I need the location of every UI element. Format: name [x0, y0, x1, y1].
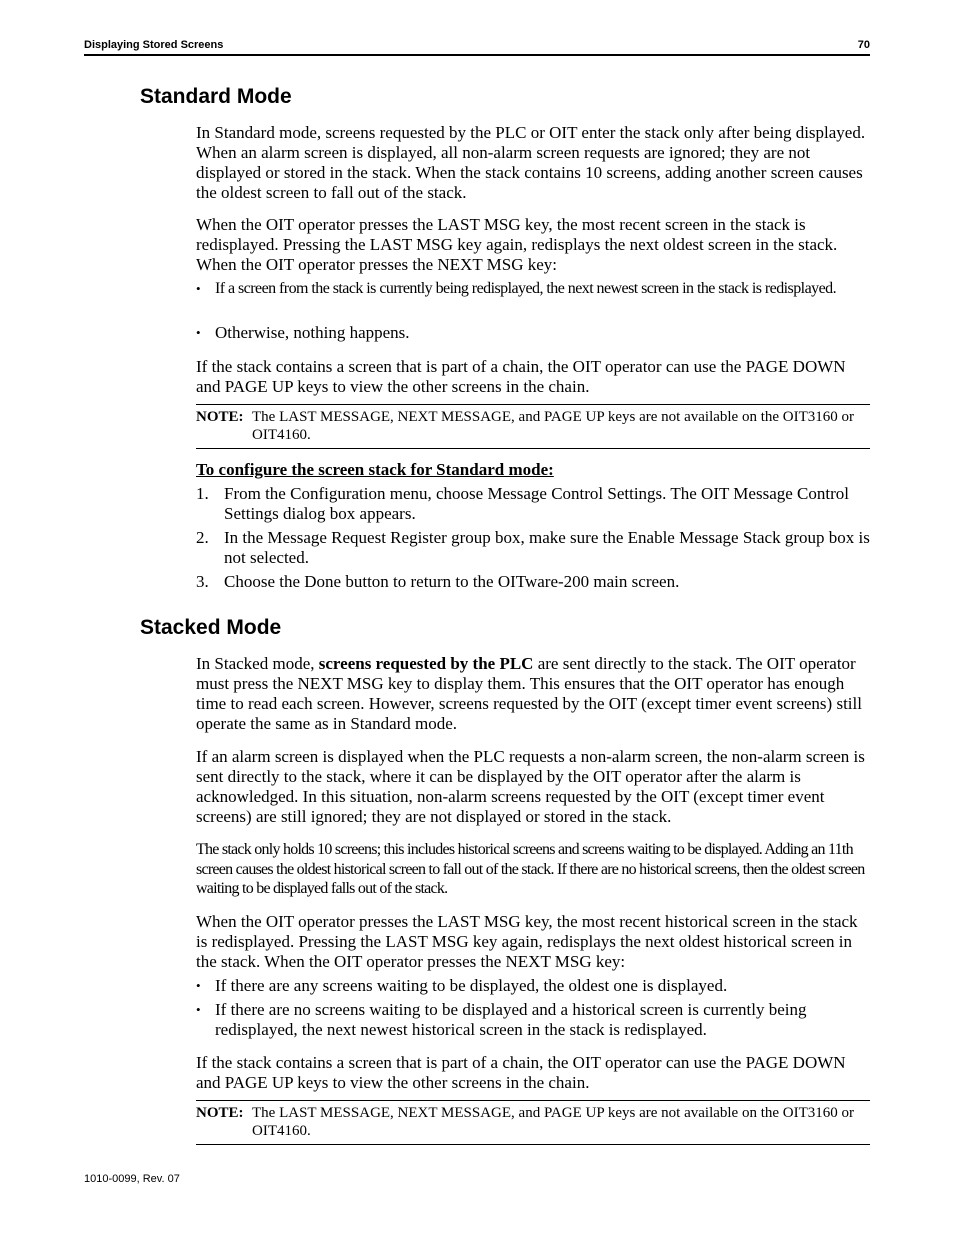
step-number: 2.	[196, 528, 209, 547]
stacked-bullet-item	[196, 976, 870, 996]
bullet-text: If there are any screens waiting to be displayed, the oldest one is displayed.	[215, 976, 728, 995]
stacked-note	[196, 1100, 870, 1145]
step-number: 3.	[196, 572, 209, 591]
bullet-marker: •	[196, 325, 201, 340]
standard-paragraph-3: If the stack contains a screen that is part of a chain, the OIT operator can use the PAGE DOWN and PAGE UP keys to view the other screens in the chain.	[196, 357, 846, 396]
stacked-paragraph-5: If the stack contains a screen that is part of a chain, the OIT operator can use the PAGE DOWN and PAGE UP keys to view the other screens in the chain.	[196, 1053, 846, 1092]
step-item	[196, 484, 870, 524]
standard-bullet-item	[196, 323, 870, 343]
note-text: The LAST MESSAGE, NEXT MESSAGE, and PAGE UP keys are not available on the OIT3160 or OIT4160.	[252, 409, 855, 443]
bullet-text: If a screen from the stack is currently being redisplayed, the next newest screen in the stack is redisplayed.	[215, 280, 837, 297]
step-number: 1.	[196, 484, 209, 503]
bullet-text: If there are no screens waiting to be displayed and a historical screen is currently being redisplayed, the next newest historical screen in the stack is redisplayed.	[215, 1000, 807, 1039]
step-item	[196, 572, 870, 592]
step-text: From the Configuration menu, choose Message Control Settings. The OIT Message Control Settings dialog box appears.	[224, 484, 849, 523]
stacked-paragraph-3: The stack only holds 10 screens; this includes historical screens and screens waiting to be displayed. Adding an 11th screen causes the oldest historical screen to fall out of the stack. If there are no historical screens, then the oldest screen waiting to be displayed falls out of the stack.	[196, 841, 865, 897]
emphasis-text: screens requested by the PLC	[318, 654, 534, 673]
step-text: In the Message Request Register group box, make sure the Enable Message Stack group box is not selected.	[224, 528, 870, 567]
bullet-marker: •	[196, 978, 201, 993]
step-item	[196, 528, 870, 568]
bullet-text: Otherwise, nothing happens.	[215, 323, 410, 342]
note-label: NOTE:	[196, 1105, 244, 1121]
stacked-bullet-item	[196, 1000, 870, 1040]
standard-note	[196, 404, 870, 449]
stacked-paragraph-4: When the OIT operator presses the LAST MSG key, the most recent historical screen in the stack is redisplayed. Pressing the LAST MSG key again, redisplays the next oldest historical screen in the stack. When the OIT operator presses the NEXT MSG key:	[196, 912, 858, 971]
configure-standard-heading: To configure the screen stack for Standard mode:	[196, 460, 554, 479]
page-number: 70	[857, 39, 870, 51]
note-label: NOTE:	[196, 409, 244, 425]
step-text: Choose the Done button to return to the OITware-200 main screen.	[224, 572, 680, 591]
document-number: 1010-0099, Rev. 07	[84, 1173, 180, 1185]
standard-mode-heading: Standard Mode	[140, 85, 292, 108]
stacked-mode-heading: Stacked Mode	[140, 616, 282, 639]
note-text: The LAST MESSAGE, NEXT MESSAGE, and PAGE UP keys are not available on the OIT3160 or OIT4160.	[252, 1105, 855, 1139]
page-header	[84, 38, 870, 56]
page-footer	[84, 1173, 180, 1185]
stacked-paragraph-2: If an alarm screen is displayed when the PLC requests a non-alarm screen, the non-alarm screen is sent directly to the stack, where it can be displayed by the OIT operator after the alarm is acknowledged. In this situation, non-alarm screens requested by the OIT (except timer event screens) are still ignored; they are not displayed or stored in the stack.	[196, 747, 865, 826]
standard-paragraph-1: In Standard mode, screens requested by the PLC or OIT enter the stack only after being displayed. When an alarm screen is displayed, all non-alarm screen requests are ignored; they are not displayed or stored in the stack. When the stack contains 10 screens, adding another screen causes the oldest screen to fall out of the stack.	[196, 123, 866, 202]
stacked-paragraph-1: In Stacked mode, screens requested by the PLC are sent directly to the stack. The OIT operator must press the NEXT MSG key to display them. This ensures that the OIT operator has enough time to read each screen. However, screens requested by the OIT (except timer event screens) still operate the same as in Standard mode.	[196, 654, 862, 733]
standard-bullet-item	[196, 279, 870, 299]
bullet-marker: •	[196, 281, 201, 296]
header-section-title: Displaying Stored Screens	[84, 39, 224, 51]
standard-paragraph-2: When the OIT operator presses the LAST MSG key, the most recent screen in the stack is redisplayed. Pressing the LAST MSG key again, redisplays the next oldest screen in the stack. When the OIT operator presses the NEXT MSG key:	[196, 215, 838, 274]
bullet-marker: •	[196, 1002, 201, 1017]
